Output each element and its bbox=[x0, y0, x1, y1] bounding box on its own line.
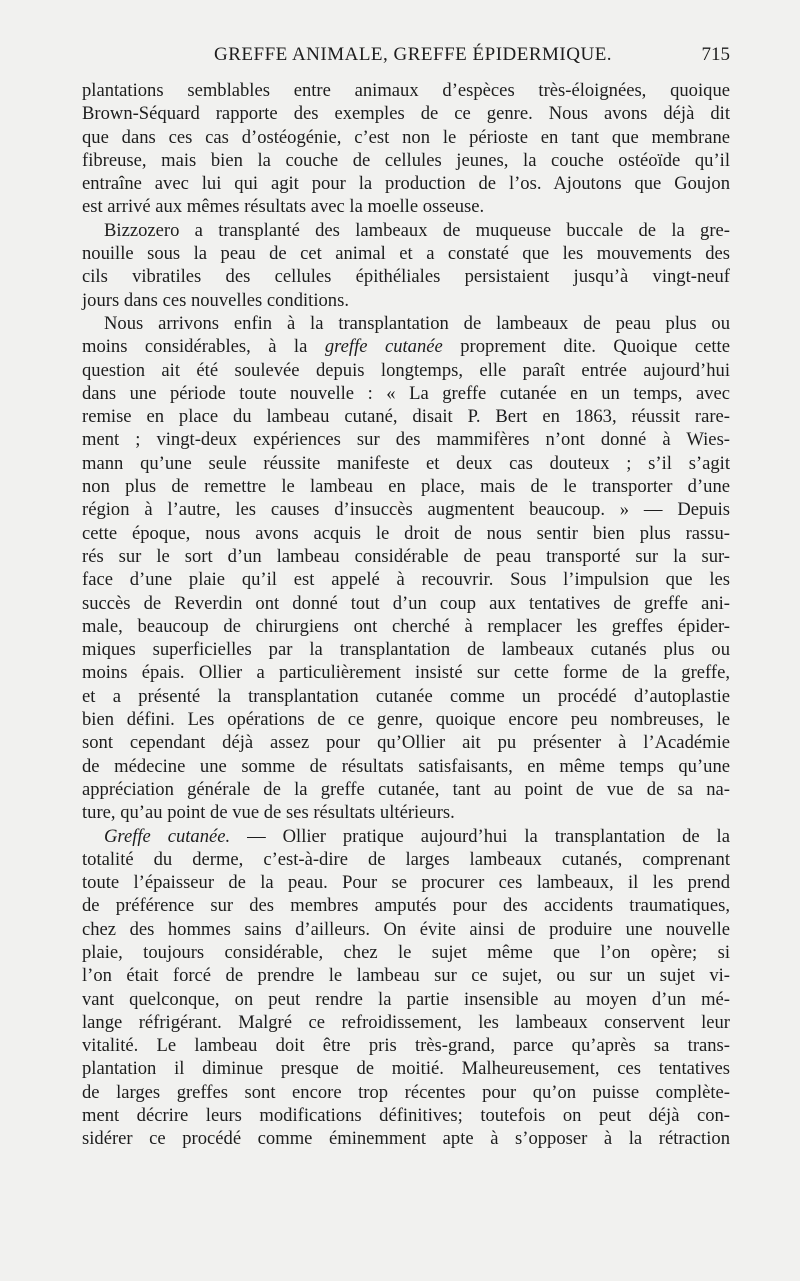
body-text bbox=[82, 79, 730, 1151]
text-line: Bizzozero a transplanté des lambeaux de muqueuse buccale de la gre- bbox=[104, 219, 730, 241]
text-line: nouille sous la peau de cet animal et a constaté que les mouvements des bbox=[82, 243, 730, 265]
text-line: que dans ces cas d’ostéogénie, c’est non le périoste en tant que membrane bbox=[82, 126, 730, 148]
text-line: moins épais. Ollier a particulièrement insisté sur cette forme de la greffe, bbox=[82, 662, 730, 684]
italic-term: greffe cutanée bbox=[324, 336, 443, 358]
text-run: proprement dite. Quoique cette bbox=[442, 336, 730, 358]
text-line: dans une période toute nouvelle : « La greffe cutanée en un temps, avec bbox=[82, 382, 730, 404]
text-line: cils vibratiles des cellules épithéliales persistaient jusqu’à vingt-neuf bbox=[82, 266, 730, 288]
text-line: mann qu’une seule réussite manifeste et deux cas douteux ; s’il s’agit bbox=[82, 452, 730, 474]
running-title: GREFFE ANIMALE, GREFFE ÉPIDERMIQUE. bbox=[214, 44, 613, 65]
text-line: de larges greffes sont encore trop récentes pour qu’on puisse complète- bbox=[82, 1081, 730, 1103]
text-line: ment ; vingt-deux expériences sur des mammifères n’ont donné à Wies- bbox=[82, 429, 730, 451]
text-line: vant quelconque, on peut rendre la partie insensible au moyen d’un mé- bbox=[82, 988, 730, 1010]
text-line: succès de Reverdin ont donné tout d’un coup aux tentatives de greffe ani- bbox=[82, 592, 730, 614]
text-line: question ait été soulevée depuis longtemps, elle paraît entrée aujourd’hui bbox=[82, 359, 730, 381]
text-line: chez des hommes sains d’ailleurs. On évite ainsi de produire une nouvelle bbox=[82, 918, 730, 940]
text-line: ture, qu’au point de vue de ses résultats ultérieurs. bbox=[82, 802, 455, 824]
text-line: plantations semblables entre animaux d’espèces très-éloignées, quoique bbox=[82, 80, 730, 101]
text-line: région à l’autre, les causes d’insuccès augmentent beaucoup. » — Depuis bbox=[82, 499, 730, 521]
text-line: toute l’épaisseur de la peau. Pour se procurer ces lambeaux, il les prend bbox=[82, 872, 730, 894]
text-line: bien défini. Les opérations de ce genre, quoique encore peu nombreuses, le bbox=[82, 709, 730, 731]
text-line: est arrivé aux mêmes résultats avec la moelle osseuse. bbox=[82, 196, 485, 218]
page-number: 715 bbox=[701, 44, 730, 65]
text-line: l’on était forcé de prendre le lambeau sur ce sujet, ou sur un sujet vi- bbox=[82, 965, 730, 987]
italic-term: Greffe cutanée. bbox=[104, 825, 231, 847]
text-line: vitalité. Le lambeau doit être pris très-grand, parce qu’après sa trans- bbox=[82, 1035, 730, 1057]
text-line: plaie, toujours considérable, chez le sujet même que l’on opère; si bbox=[82, 941, 730, 963]
text-line: rés sur le sort d’un lambeau considérable de peau transporté sur la sur- bbox=[82, 545, 730, 567]
text-line: fibreuse, mais bien la couche de cellules jeunes, la couche ostéoïde qu’il bbox=[82, 149, 730, 171]
text-line: non plus de remettre le lambeau en place, mais de le transporter d’une bbox=[82, 476, 730, 498]
text-line: face d’une plaie qu’il est appelé à recouvrir. Sous l’impulsion que les bbox=[82, 569, 730, 591]
text-line: ment décrire leurs modifications définitives; toutefois on peut déjà con- bbox=[82, 1105, 730, 1127]
text-line: et a présenté la transplantation cutanée comme un procédé d’autoplastie bbox=[82, 685, 730, 707]
text-line: entraîne avec lui qui agit pour la production de l’os. Ajoutons que Goujon bbox=[82, 173, 730, 195]
text-line: male, beaucoup de chirurgiens ont cherché à remplacer les greffes épider- bbox=[82, 615, 730, 637]
text-line: totalité du derme, c’est-à-dire de larges lambeaux cutanés, comprenant bbox=[82, 848, 730, 870]
running-header bbox=[82, 40, 730, 74]
text-line: plantation il diminue presque de moitié. Malheureusement, ces tentatives bbox=[82, 1058, 730, 1080]
text-line: appréciation générale de la greffe cutanée, tant au point de vue de sa na- bbox=[82, 778, 730, 800]
text-line: Nous arrivons enfin à la transplantation de lambeaux de peau plus ou bbox=[104, 312, 730, 334]
text-line: miques superficielles par la transplantation de lambeaux cutanés plus ou bbox=[82, 639, 730, 661]
text-line: jours dans ces nouvelles conditions. bbox=[82, 289, 349, 311]
text-line: sont cependant déjà assez pour qu’Ollier ait pu présenter à l’Académie bbox=[82, 732, 730, 754]
text-line: de médecine une somme de résultats satisfaisants, en même temps qu’une bbox=[82, 755, 730, 777]
text-line: Brown-Séquard rapporte des exemples de ce genre. Nous avons déjà dit bbox=[82, 103, 730, 125]
text-line: cette époque, nous avons acquis le droit de nous sentir bien plus rassu- bbox=[82, 522, 730, 544]
text-run: moins considérables, à la bbox=[82, 336, 325, 358]
text-run: — Ollier pratique aujourd’hui la transplantation de la bbox=[230, 825, 730, 847]
text-line bbox=[82, 825, 730, 848]
text-line: remise en place du lambeau cutané, disait P. Bert en 1863, réussit rare- bbox=[82, 406, 730, 428]
text-line bbox=[82, 335, 730, 358]
text-line: lange réfrigérant. Malgré ce refroidissement, les lambeaux conservent leur bbox=[82, 1011, 730, 1033]
text-line: sidérer ce procédé comme éminemment apte à s’opposer à la rétraction bbox=[82, 1128, 730, 1150]
text-line: de préférence sur des membres amputés pour des accidents traumatiques, bbox=[82, 895, 730, 917]
